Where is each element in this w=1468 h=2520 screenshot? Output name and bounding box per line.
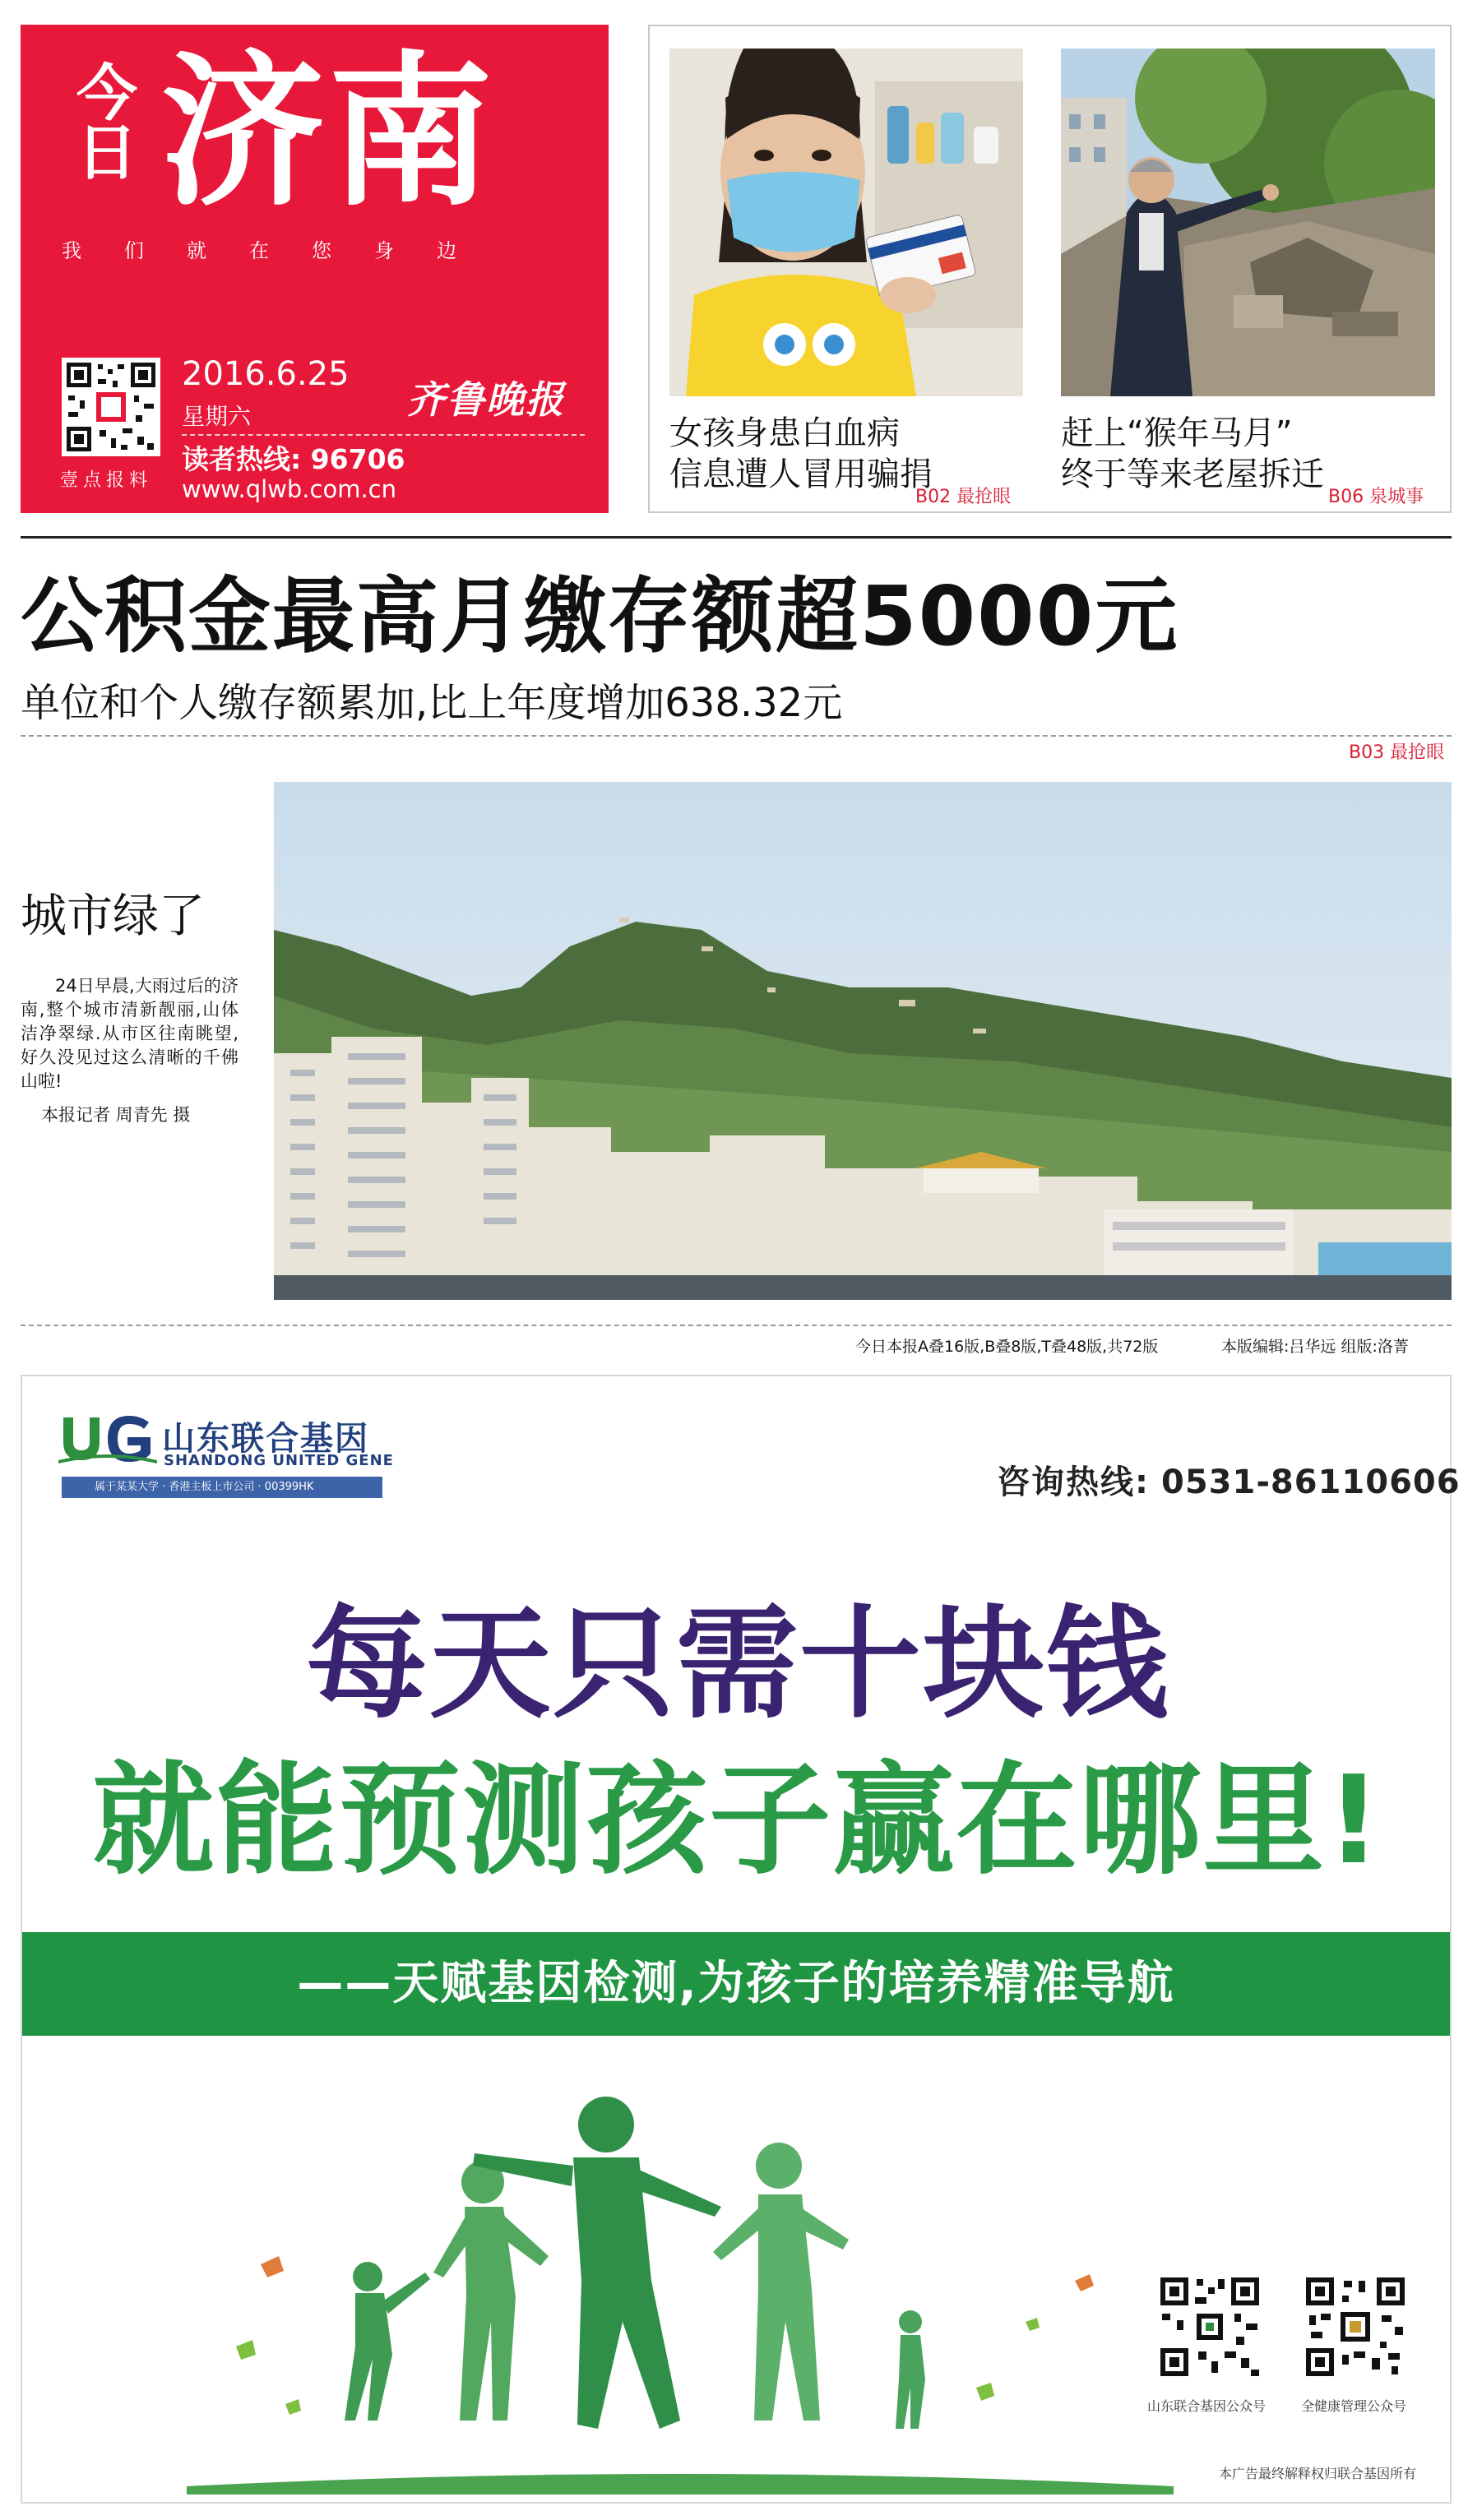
section-divider <box>21 536 1452 539</box>
running-children-icon <box>187 2075 1174 2495</box>
ad-tagline: ——天赋基因检测,为孩子的培养精准导航 <box>297 1957 1175 2010</box>
gene-test-advertisement[interactable] <box>21 1375 1461 2504</box>
ad-brand-name-en: SHANDONG UNITED GENE <box>164 1452 394 1469</box>
headline-page-ref: B03 最抢眼 <box>1349 742 1445 763</box>
masthead-jin: 今日 <box>76 58 137 188</box>
edition-info: 今日本报A叠16版,B叠8版,T叠48版,共72版 <box>855 1338 1159 1356</box>
teaser-headline-line2[interactable]: 终于等来老屋拆迁 <box>1061 455 1324 493</box>
mountain-city-photo-icon[interactable] <box>274 782 1452 1300</box>
ad-brand-name: 山东联合基因 <box>162 1420 369 1458</box>
newspaper-logo: 齐鲁晚报 <box>407 377 565 422</box>
qr-code-icon[interactable] <box>1301 2273 1410 2381</box>
teaser-photo-girl-icon[interactable] <box>669 49 1023 396</box>
top-teasers <box>648 25 1452 513</box>
masthead-slogan: 我们就在您身边 <box>62 239 499 262</box>
ad-hotline-label: 咨询热线: <box>997 1463 1150 1501</box>
ad-headline-2: 就能预测孩子赢在哪里! <box>92 1750 1383 1891</box>
qr-code-label: 全健康管理公众号 <box>1301 2398 1407 2414</box>
qr-code-icon[interactable] <box>62 358 160 456</box>
issue-weekday: 星期六 <box>182 403 252 430</box>
masthead-title: 济南 <box>160 37 497 229</box>
ad-tagline-band <box>22 1932 1450 2036</box>
qr-code-icon[interactable] <box>1155 2273 1264 2381</box>
section-divider <box>21 1325 1452 1326</box>
ad-rights-notice: 本广告最终解释权归联合基因所有 <box>1219 2466 1417 2481</box>
ad-hotline[interactable] <box>997 1456 1461 1503</box>
teaser-headline-line1[interactable]: 女孩身患白血病 <box>669 414 900 452</box>
teaser-headline-line1[interactable]: 赶上“猴年马月” <box>1061 414 1293 452</box>
photo-story-title: 城市绿了 <box>21 890 205 943</box>
teaser-photo-house-icon[interactable] <box>1061 49 1435 396</box>
main-subheadline: 单位和个人缴存额累加,比上年度增加638.32元 <box>21 680 843 726</box>
teaser-page-ref: B02 最抢眼 <box>915 487 1012 507</box>
ug-logo-icon <box>58 1411 157 1467</box>
editor-info: 本版编辑:吕华远 组版:洛菁 <box>1221 1338 1409 1356</box>
reader-hotline: 读者热线: 96706 <box>182 443 405 475</box>
ad-hotline-number[interactable]: 0531-86110606 <box>1161 1463 1461 1501</box>
masthead <box>21 25 609 513</box>
qr-code-label: 山东联合基因公众号 <box>1147 2398 1267 2414</box>
ad-brand-subline: 属于某某大学 · 香港主板上市公司 · 00399HK <box>62 1477 382 1498</box>
photo-story-credit: 本报记者 周青先 摄 <box>41 1105 191 1125</box>
photo-story-caption: 24日早晨,大雨过后的济南,整个城市清新靓丽,山体洁净翠绿.从市区往南眺望,好久没见过这么清晰的千佛山啦! <box>21 976 238 1091</box>
section-divider <box>21 735 1452 737</box>
ad-headline-1: 每天只需十块钱 <box>306 1593 1169 1735</box>
teaser-page-ref: B06 泉城事 <box>1328 487 1424 507</box>
issue-date: 2016.6.25 <box>182 355 350 393</box>
qr-code-label: 壹点报料 <box>60 470 153 491</box>
website-link[interactable]: www.qlwb.com.cn <box>182 475 396 503</box>
teaser-headline-line2[interactable]: 信息遭人冒用骗捐 <box>669 455 933 493</box>
main-headline[interactable]: 公积金最高月缴存额超5000元 <box>21 568 1179 664</box>
masthead-divider <box>182 434 585 436</box>
